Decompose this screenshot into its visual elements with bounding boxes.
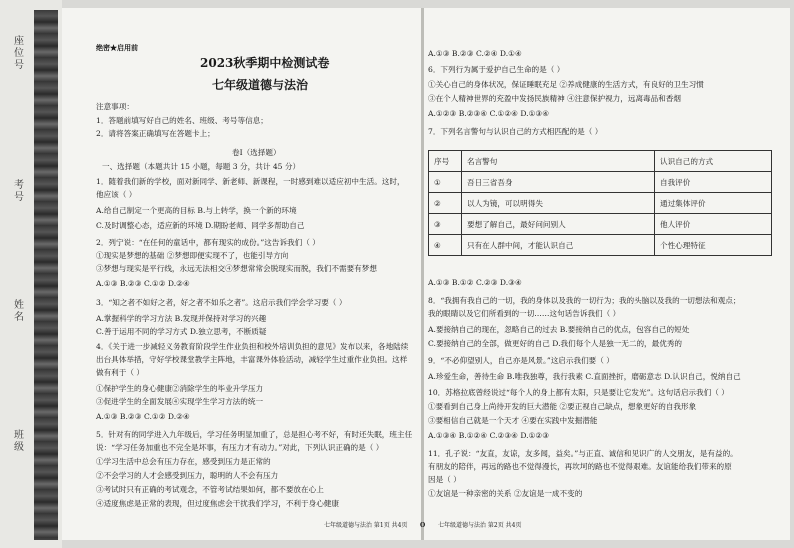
table-header: 认识自己的方式 [655, 151, 772, 172]
table-cell: ③ [429, 214, 462, 235]
statement-item: ③促进学生的全面发展④实现学生学习方法的统一 [96, 397, 264, 406]
exam-page-left [62, 8, 422, 540]
table-cell: 通过集体评价 [655, 193, 772, 214]
answer-options: C.要接纳自己的全部，做更好的自己 D.我们每个人是独一无二的，最优秀的 [428, 339, 683, 348]
answer-options: A.掌握科学的学习方法 B.发现并保持对学习的兴趣 [96, 314, 267, 323]
statement-item: ①保护学生的身心健康②消除学生的毕业升学压力 [96, 384, 264, 393]
table-row [429, 235, 772, 256]
question-text: 有朋友的陪伴，再远的路也不觉得漫长，再坎坷的路也不觉得艰难。友谊能给我们带来的原 [428, 462, 732, 471]
table-row [429, 214, 772, 235]
question-text: 做有利于（ ） [96, 368, 144, 377]
page-footer: 七年级道德与法治 第2页 共4页 [438, 522, 522, 529]
page-footer: 七年级道德与法治 第1页 共4页 [324, 522, 408, 529]
exam-title: 2023秋季期中检测试卷 [200, 56, 330, 70]
binding-margin [0, 0, 62, 548]
class-label: 班级 [14, 430, 24, 453]
statement-item: ①友谊是一种亲密的关系 ②友谊是一成不变的 [428, 489, 583, 498]
section-title: 卷Ⅰ（选择题） [232, 148, 281, 157]
answer-options: A.①③ B.②③ C.②④ D.①④ [428, 49, 522, 58]
answer-options: A.①③④ B.①②④ C.②③④ D.①②③ [428, 431, 550, 440]
table-cell: ② [429, 193, 462, 214]
exam-subject: 七年级道德与法治 [212, 78, 309, 92]
statement-item: ①学习生活中总会有压力存在，感受到压力是正常的 [96, 457, 271, 466]
table-row [429, 172, 772, 193]
statement-item: ③要相信自己就是一个天才 ④要在实践中发掘潜能 [428, 416, 598, 425]
question-text: 4．《关于进一步减轻义务教育阶段学生作业负担和校外培训负担的意见》发布以来，各地陆续 [96, 342, 409, 351]
question-text: 1．随着我们新的学校，面对新同学、新老师、新课程，一时感到难以适应初中生活。这时， [96, 177, 405, 186]
table-row [429, 193, 772, 214]
table-header: 序号 [429, 151, 462, 172]
table-cell: 他人评价 [655, 214, 772, 235]
question-text: 11．孔子说：“友直，友谅，友多闻，益矣。”与正直、诚信和见识广的人交朋友，是有益的。 [428, 449, 738, 458]
page-footer-mark: O [420, 522, 426, 529]
table-cell: 以人为镜，可以明得失 [462, 193, 655, 214]
answer-options: A.珍爱生命，善待生命 B.唯我独尊，我行我素 C.直面挫折，磨砺意志 D.认识自己，悦纳自己 [428, 372, 741, 381]
question-text: 我的眼睛以及它们所看到的一切……这句话告诉我们（ ） [428, 309, 621, 318]
statement-item: ②不会学习的人才会感受到压力，聪明的人不会有压力 [96, 471, 279, 480]
question-text: 他应该（ ） [96, 190, 137, 199]
table-header-row [429, 151, 772, 172]
question-text: 5．针对有的同学进入九年级后，学习任务明显加重了，总是担心考不好，有时还失眠，班主任 [96, 430, 413, 439]
secret-mark: 绝密★启用前 [96, 43, 138, 52]
exam-number-label: 考号 [14, 180, 24, 203]
question-text: 2．列宁说：“在任何的童话中，都有现实的成份。”这告诉我们（ ） [96, 238, 320, 247]
question-text: 8．“我拥有我自己的一切，我的身体以及我的一切行为；我的头脑以及我的一切想法和观点； [428, 296, 741, 305]
seat-number-label: 座位号 [14, 36, 24, 71]
answer-options: A.给自己制定一个更高的目标 B.与上转学，换一个新的环境 [96, 206, 297, 215]
notice-item: 2．请将答案正确填写在答题卡上； [96, 129, 215, 138]
answer-options: A.要接纳自己的现在，忽略自己的过去 B.要接纳自己的优点，包容自己的短处 [428, 325, 690, 334]
notice-title: 注意事项： [96, 102, 134, 111]
part-heading: 一、选择题（本题共计 15 小题，每题 3 分，共计 45 分） [102, 162, 301, 171]
question-text: 7．下列名言警句与认识自己的方式相匹配的是（ ） [428, 127, 603, 136]
question-text: 10．苏格拉底曾经说过“每个人的身上都有太阳，只是要让它发光”。这句话启示我们（ ） [428, 388, 729, 397]
table-cell: ④ [429, 235, 462, 256]
quote-table [428, 150, 772, 256]
question-text: 3．“知之者不如好之者，好之者不如乐之者”。这启示我们学会学习要（ ） [96, 298, 347, 307]
statement-item: ①要看到自己身上尚待开发的巨大潜能 ②要正视自己缺点，想象更好的自我形象 [428, 402, 697, 411]
statement-item: ①关心自己的身体状况，保证睡眠充足 ②养成健康的生活方式，有良好的卫生习惯 [428, 80, 704, 89]
table-cell: 要想了解自己，最好问问别人 [462, 214, 655, 235]
statement-item: ③梦想与现实是平行线，永远无法相交④梦想常常会脱现实而脱，我们不需要有梦想 [96, 264, 377, 273]
answer-options: C.及时调整心态，适应新的环境 D.期盼老师、同学多帮助自己 [96, 221, 305, 230]
answer-options: A.①②③ B.②③④ C.①②④ D.①③④ [428, 109, 550, 118]
statement-item: ①现实是梦想的基础 ②梦想即便实现不了，也能引导方向 [96, 251, 289, 260]
binding-seal-strip [34, 10, 58, 540]
exam-page-right [420, 8, 790, 540]
answer-options: C.善于运用不同的学习方式 D.独立思考，不断质疑 [96, 327, 267, 336]
table-cell: 个性心理特征 [655, 235, 772, 256]
question-text: 出台具体举措，守好学校课堂教学主阵地，丰富课外体验活动，减轻学生过重作业负担。这样 [96, 355, 408, 364]
table-cell: 吾日三省吾身 [462, 172, 655, 193]
notice-item: 1．答题前填写好自己的姓名、班级、考号等信息； [96, 116, 268, 125]
name-label: 姓名 [14, 300, 24, 323]
table-header: 名言警句 [462, 151, 655, 172]
question-text: 因是（ ） [428, 475, 461, 484]
statement-item: ③在个人精神世界的充盈中发扬民族精神 ④注意保护视力，远离毒品和香烟 [428, 94, 682, 103]
statement-item: ④适度焦虑是正常的表现，但过度焦虑会干扰我们学习，不利于身心健康 [96, 499, 339, 508]
table-cell: 只有在人群中间，才能认识自己 [462, 235, 655, 256]
answer-options: A.①③ B.②③ C.①② D.②④ [96, 279, 190, 288]
statement-item: ③考试时只有正确的考试观念，不管考试结果如何，都不要放在心上 [96, 485, 324, 494]
answer-options: A.①③ B.①② C.②③ D.③④ [428, 278, 522, 287]
table-cell: 自我评价 [655, 172, 772, 193]
question-text: 说：“学习任务加重也不完全是坏事，有压力才有动力。”对此，下列认识正确的是（ ） [96, 443, 384, 452]
table-cell: ① [429, 172, 462, 193]
question-text: 9．“不必仰望别人，自己亦是风景。”这启示我们要（ ） [428, 356, 614, 365]
answer-options: A.①③ B.②③ C.①② D.②④ [96, 412, 190, 421]
question-text: 6．下列行为属于爱护自己生命的是（ ） [428, 65, 565, 74]
